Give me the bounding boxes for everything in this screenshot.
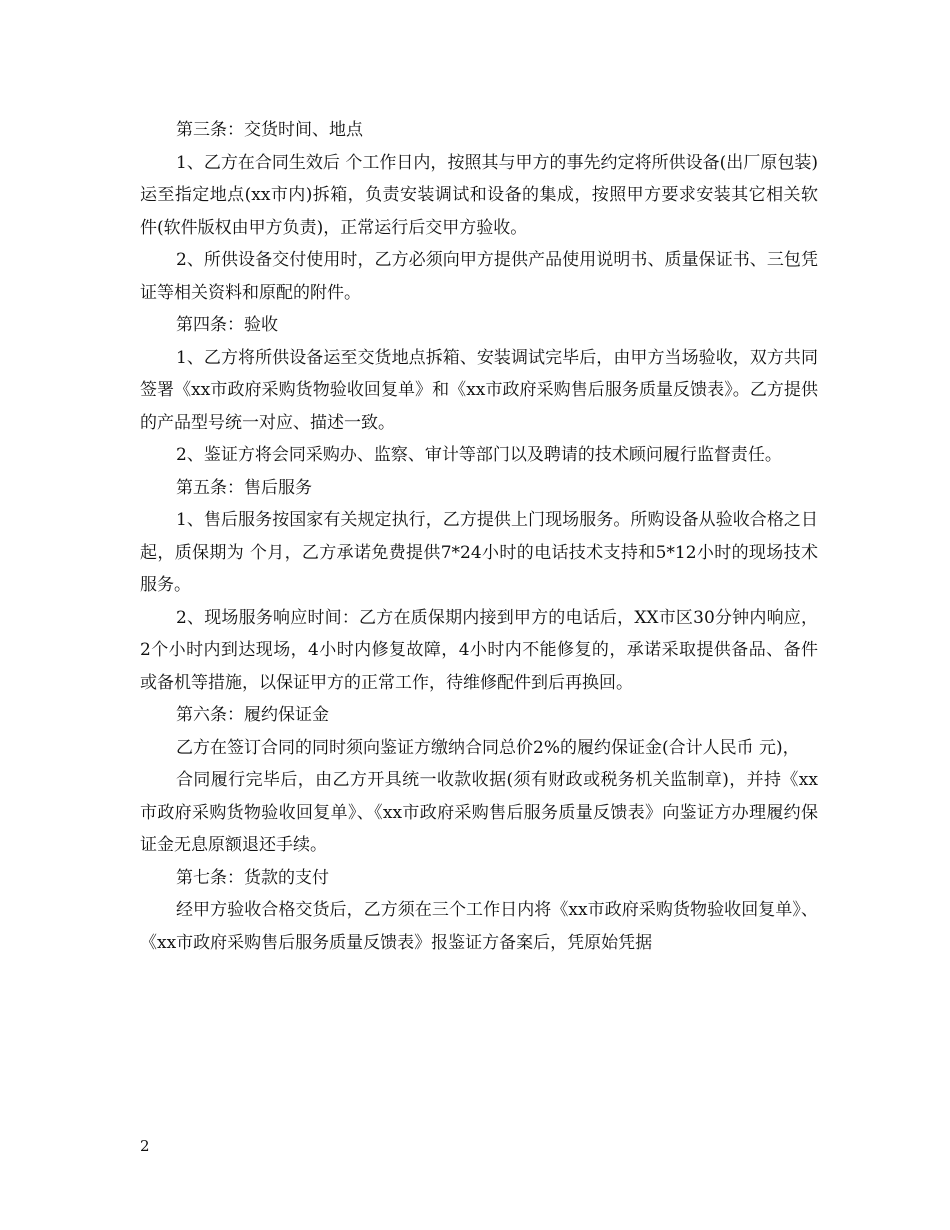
article-3-clause-2: 2、所供设备交付使用时，乙方必须向甲方提供产品使用说明书、质量保证书、三包凭证等相关资料和原配的附件。 xyxy=(140,250,818,303)
page-number: 2 xyxy=(140,1137,150,1155)
article-7-heading: 第七条：货款的支付 xyxy=(176,867,329,888)
article-7-paragraph-1: 经甲方验收合格交货后，乙方须在三个工作日内将《xx市政府采购货物验收回复单》、《xx市政府采购售后服务质量反馈表》报鉴证方备案后，凭原始凭据 xyxy=(140,900,818,953)
article-6-heading: 第六条：履约保证金 xyxy=(176,705,329,725)
document-body xyxy=(140,114,818,959)
article-5-heading: 第五条：售后服务 xyxy=(176,477,312,498)
article-5-clause-2: 2、现场服务响应时间：乙方在质保期内接到甲方的电话后，XX市区30分钟内响应，2个小时内到达现场，4小时内修复故障，4小时内不能修复的，承诺采取提供备品、备件或备机等措施，以保证甲方的正常工作，待维修配件到后再换回。 xyxy=(140,607,818,693)
article-6-paragraph-2: 合同履行完毕后，由乙方开具统一收款收据(须有财政或税务机关监制章)，并持《xx市政府采购货物验收回复单》、《xx市政府采购售后服务质量反馈表》向鉴证方办理履约保证金无息原额退还手续。 xyxy=(140,770,818,855)
article-4-heading: 第四条：验收 xyxy=(176,315,278,335)
article-6-paragraph-1: 乙方在签订合同的同时须向鉴证方缴纳合同总价2%的履约保证金(合计人民币 元)， xyxy=(176,737,800,758)
article-4-clause-1: 1、乙方将所供设备运至交货地点拆箱、安装调试完毕后，由甲方当场验收，双方共同签署《xx市政府采购货物验收回复单》和《xx市政府采购售后服务质量反馈表》。乙方提供的产品型号统一对应、描述一致。 xyxy=(140,347,818,433)
article-5-clause-1: 1、售后服务按国家有关规定执行，乙方提供上门现场服务。所购设备从验收合格之日起，质保期为 个月，乙方承诺免费提供7*24小时的电话技术支持和5*12小时的现场技术服务。 xyxy=(140,510,818,595)
article-3-heading: 第三条：交货时间、地点 xyxy=(176,120,363,140)
article-4-clause-2: 2、鉴证方将会同采购办、监察、审计等部门以及聘请的技术顾问履行监督责任。 xyxy=(176,445,782,465)
article-3-clause-1: 1、乙方在合同生效后 个工作日内，按照其与甲方的事先约定将所供设备(出厂原包装)运至指定地点(xx市内)拆箱，负责安装调试和设备的集成，按照甲方要求安装其它相关软件(软件版权由甲方负责)，正常运行后交甲方验收。 xyxy=(140,152,818,238)
